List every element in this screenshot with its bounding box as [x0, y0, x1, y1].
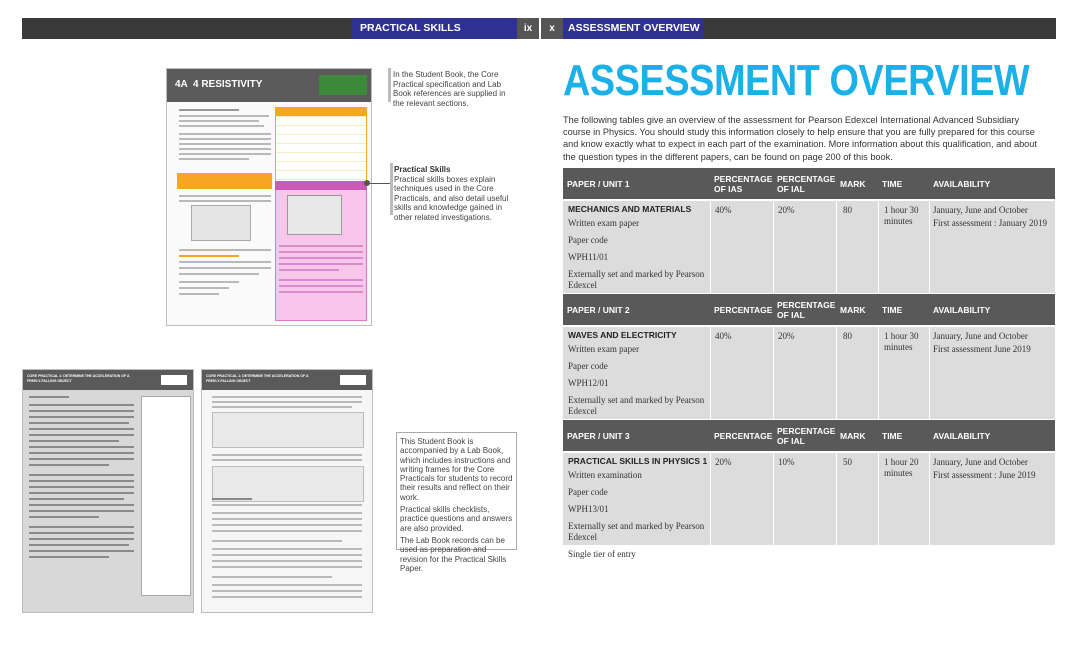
unit-1-table — [563, 168, 1055, 293]
ial-value: 20% — [778, 205, 795, 215]
objectives-sidebar — [141, 396, 191, 596]
header-paper: PAPER / UNIT 2 — [567, 304, 630, 315]
time-value: 1 hour 30 minutes — [884, 331, 919, 352]
lab-book-callout — [396, 432, 517, 573]
paper-details: WAVES AND ELECTRICITY Written exam paper Paper code WPH12/01 Externally set and marked by Pearson Edexcel — [568, 330, 710, 440]
paper-details: MECHANICS AND MATERIALS Written exam paper Paper code WPH11/01 Externally set and marked by Pearson Edexcel — [568, 204, 710, 314]
table-row — [563, 453, 1055, 559]
results-box-2 — [212, 466, 364, 502]
header-ias: PERCENTAGE OF IAS — [714, 173, 773, 194]
header-mark: MARK — [840, 178, 866, 189]
paper-name: MECHANICS AND MATERIALS — [568, 204, 692, 214]
unit-2-table — [563, 294, 1055, 419]
right-page-header-title: ASSESSMENT OVERVIEW — [563, 18, 703, 39]
mark-value: 80 — [843, 331, 852, 341]
ial-value: 10% — [778, 457, 795, 467]
header-time: TIME — [882, 178, 903, 189]
core-practical-1-heading: CORE PRACTICAL 1: DETERMINE THE ACCELERATION OF A FREELY-FALLING OBJECT — [27, 374, 130, 383]
lab-book-callout-text-2: Practical skills checklists, practice questions and answers are also provided. — [400, 505, 513, 533]
table-header — [563, 168, 1055, 199]
header-ial: PERCENTAGE OF IAL — [777, 299, 836, 320]
availability-2: First assessment June 2019 — [933, 344, 1031, 354]
intro-paragraph: The following tables give an overview of the assessment for Pearson Edexcel International Advanced Subsidiary course in Physics. You should study this information closely to help ensure that you are fully prepared for this course and know exactly what to expect in each part of the examination. More information about this qualification, and about the question types in the different papers, can be found on page 200 of this book. — [563, 115, 1037, 162]
resistivity-page-thumbnail — [166, 68, 372, 326]
resistivity-figure — [191, 205, 251, 241]
header-availability: AVAILABILITY — [933, 430, 991, 441]
table-row — [563, 201, 1055, 293]
core-practical-lab-page-1 — [22, 369, 194, 613]
ias-value: 40% — [715, 331, 732, 341]
definition-box — [177, 173, 272, 189]
left-page-header-title: PRACTICAL SKILLS — [352, 18, 517, 39]
time-value: 1 hour 20 minutes — [884, 457, 919, 478]
table-row — [563, 327, 1055, 419]
availability-1: January, June and October — [933, 457, 1028, 467]
header-paper: PAPER / UNIT 3 — [567, 430, 630, 441]
left-page-number: ix — [517, 18, 539, 39]
header-ial: PERCENTAGE OF IAL — [777, 173, 836, 194]
header-paper: PAPER / UNIT 1 — [567, 178, 630, 189]
resistivity-header — [167, 69, 371, 102]
practical-skills-callout-body: Practical skills boxes explain techniques used in the Core Practicals, and also detail useful skills and knowledge gained in other related investigations. — [394, 174, 509, 222]
lab-book-callout-text-1: This Student Book is accompanied by a Lab Book, which includes instructions and writing frames for the Core Practicals for students to record their results and reflect on their work. — [400, 437, 513, 502]
page-title: ASSESSMENT OVERVIEW — [563, 56, 1030, 105]
core-practical-lab-page-2 — [201, 369, 373, 613]
lab-book-callout-text-3: The Lab Book records can be used as preparation and revision for the Practical Skills Paper. — [400, 535, 507, 573]
paper-details: PRACTICAL SKILLS IN PHYSICS 1 Written examination Paper code WPH13/01 Externally set and marked by Pearson Edexcel Single tier of entry — [568, 456, 710, 566]
ial-value: 20% — [778, 331, 795, 341]
paper-name: PRACTICAL SKILLS IN PHYSICS 1 — [568, 456, 708, 466]
mark-value: 80 — [843, 205, 852, 215]
availability-2: First assessment : January 2019 — [933, 218, 1047, 228]
resistivity-section-title: 4 RESISTIVITY — [193, 79, 263, 90]
header-mark: MARK — [840, 304, 866, 315]
header-availability: AVAILABILITY — [933, 304, 991, 315]
resistivity-section-number: 4A — [175, 79, 188, 90]
header-ial: PERCENTAGE OF IAL — [777, 425, 836, 446]
time-value: 1 hour 30 minutes — [884, 205, 919, 226]
table-header — [563, 294, 1055, 325]
ias-value: 20% — [715, 457, 732, 467]
practical-skills-callout — [394, 165, 516, 222]
header-availability: AVAILABILITY — [933, 178, 991, 189]
header-mark: MARK — [840, 430, 866, 441]
header-time: TIME — [882, 430, 903, 441]
table-header — [563, 420, 1055, 451]
practical-apparatus-figure — [287, 195, 342, 235]
student-book-callout: In the Student Book, the Core Practical specification and Lab Book references are supplied in the relevant sections. — [393, 70, 506, 108]
mark-value: 50 — [843, 457, 852, 467]
specification-tag — [319, 75, 367, 95]
availability-2: First assessment : June 2019 — [933, 470, 1036, 480]
availability-1: January, June and October — [933, 205, 1028, 215]
unit-3-table — [563, 420, 1055, 559]
header-ias: PERCENTAGE — [714, 430, 773, 441]
ias-value: 40% — [715, 205, 732, 215]
core-practical-2-heading: CORE PRACTICAL 1: DETERMINE THE ACCELERATION OF A FREELY-FALLING OBJECT — [206, 374, 309, 383]
paper-name: WAVES AND ELECTRICITY — [568, 330, 677, 340]
practical-skills-callout-title: Practical Skills — [394, 165, 451, 174]
header-ias: PERCENTAGE — [714, 304, 773, 315]
results-box-1 — [212, 412, 364, 448]
availability-1: January, June and October — [933, 331, 1028, 341]
right-page-number: x — [541, 18, 563, 39]
header-time: TIME — [882, 304, 903, 315]
